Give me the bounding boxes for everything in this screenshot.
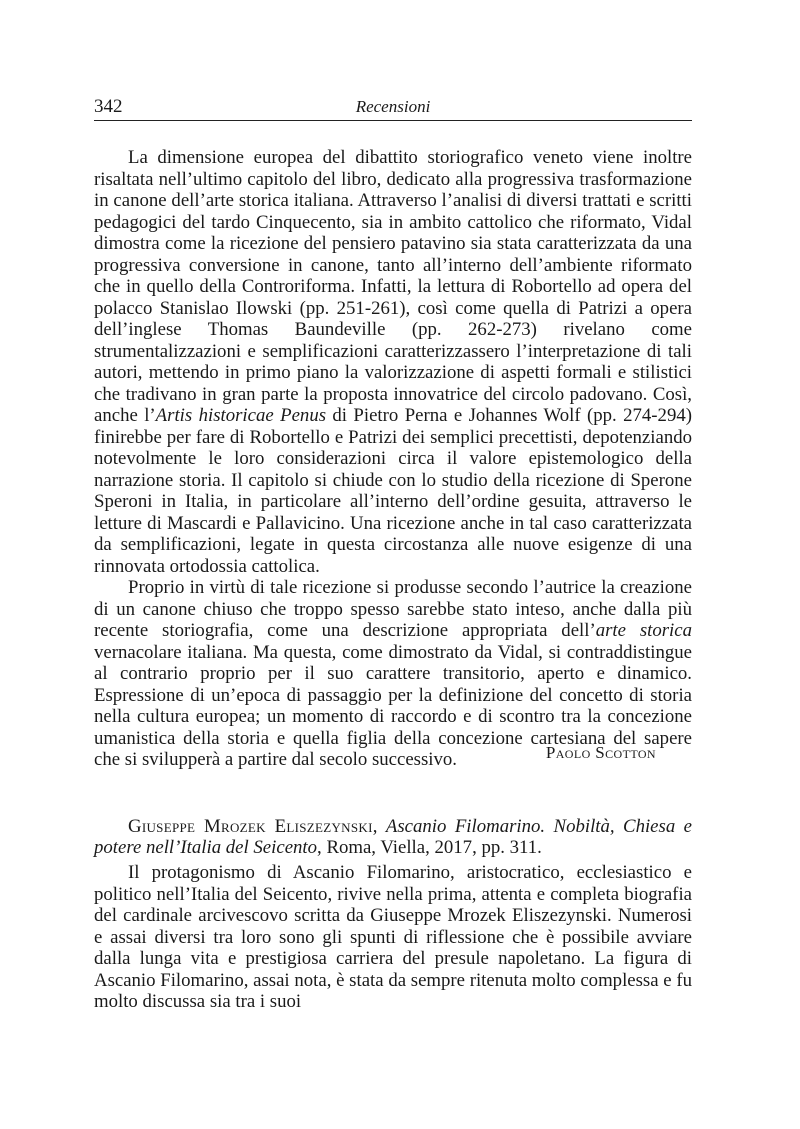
page-header (94, 96, 692, 121)
page-number: 342 (94, 96, 123, 117)
citation-title: Ascanio Filomarino. Nobiltà, Chiesa e potere nell’Italia del Seicento (94, 815, 693, 859)
paragraph-text: vernacolare italiana. Ma questa, come dimostrato da Vidal, si contraddistingue al contrario proprio per il suo carattere transitorio, aperto e dinamico. Espressione di un’epoca di passaggio per la definizione del concetto di storia nella cultura europea; un momento di raccordo e di scontro tra la concezione umanistica della storia e quella figlia della concezione cartesiana del sapere che si svilupperà a partire dal secolo successivo. (94, 641, 692, 770)
reviewer-signature: Paolo Scotton (545, 743, 656, 762)
book-citation (94, 816, 692, 859)
review-paragraph (94, 577, 692, 771)
review-scotton-body (94, 147, 692, 771)
citation-publication: , Roma, Viella, 2017, pp. 311. (317, 837, 542, 859)
review-paragraph (94, 147, 692, 577)
review-filomarino-body (94, 862, 692, 1013)
citation-author: Giuseppe Mrozek Eliszezynski (128, 815, 373, 837)
paragraph-text: Proprio in virtù di tale ricezione si produsse secondo l’autrice la creazione di un canone chiuso che troppo spesso sarebbe stato inteso, anche dalla più recente storiografia, come una descrizione appropriata dell’ (94, 577, 692, 641)
paragraph-text: di Pietro Perna e Johannes Wolf (pp. 274-294) finirebbe per fare di Robortello e Patrizi dei semplici precettisti, depotenziando notevolmente le loro considerazioni circa il valore epistemologico della narrazione storia. Il capitolo si chiude con lo studio della ricezione di Sperone Speroni in Italia, in particolare all’interno dell’ordine gesuita, attraverso le letture di Mascardi e Pallavicino. Una ricezione anche in tal caso caratterizzata da semplificazioni, legate in questa circostanza alle nuove esigenze di una rinnovata ortodossia cattolica. (94, 405, 692, 577)
citation-separator: , (372, 815, 386, 837)
paragraph-text: La dimensione europea del dibattito storiografico veneto viene inoltre risaltata nell’ultimo capitolo del libro, dedicato alla progressiva trasformazione in canone dell’arte storica italiana. Attraverso l’analisi di diversi trattati e scritti pedagogici del tardo Cinquecento, sia in ambito cattolico che riformato, Vidal dimostra come la ricezione del pensiero patavino sia stata caratterizzata da una progressiva conversione in canone, tanto all’interno dell’ambiente riformato che in quello della Controriforma. Infatti, la lettura di Robortello ad opera del polacco Stanislao Ilowski (pp. 251-261), così come quella di Patrizi a opera dell’inglese Thomas Baundeville (pp. 262-273) rivelano come strumentalizzazioni e semplificazioni caratterizzassero l’interpretazione di tali autori, mettendo in primo piano la valorizzazione di aspetti formali e stilistici che tradivano in gran parte la proposta innovatrice del circolo padovano. Così, anche l’ (94, 147, 692, 426)
review-paragraph: Il protagonismo di Ascanio Filomarino, aristocratico, ecclesiastico e politico nell’Italia del Seicento, rivive nella prima, attenta e completa biografia del cardinale arcivescovo scritta da Giuseppe Mrozek Eliszezynski. Numerosi e assai diversi tra loro sono gli spunti di riflessione che è possibile avviare dalla lunga vita e prestigiosa carriera del presule napoletano. La figura di Ascanio Filomarino, assai nota, è stata da sempre ritenuta molto complessa e fu molto discussa sia tra i suoi (94, 862, 692, 1012)
italic-title: Artis historicae Penus (155, 405, 327, 426)
italic-term: arte storica (595, 620, 692, 641)
running-head: Recensioni (355, 97, 431, 116)
